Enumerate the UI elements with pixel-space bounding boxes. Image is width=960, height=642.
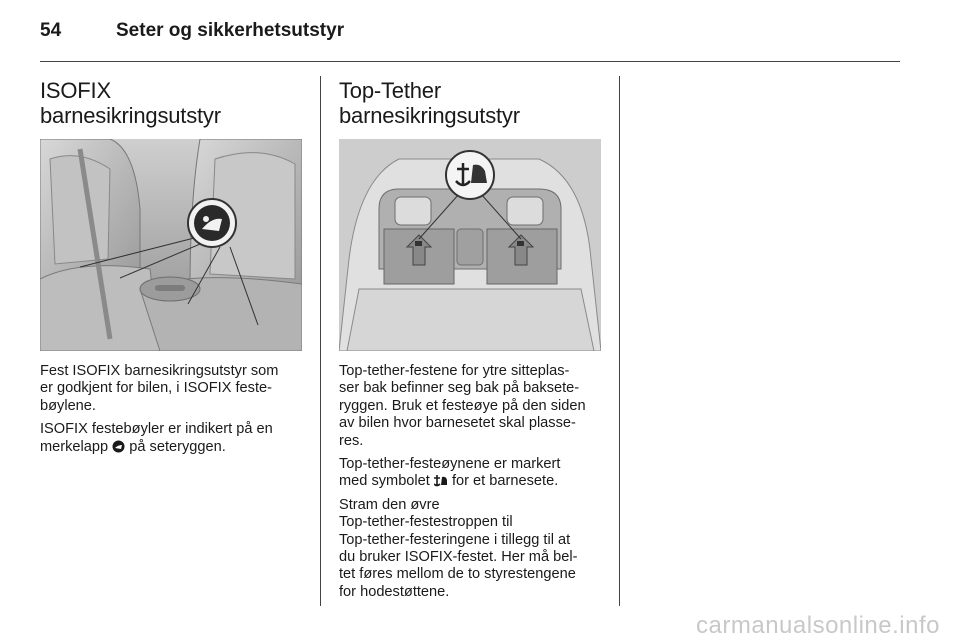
heading-line: barnesikringsutstyr bbox=[40, 103, 221, 128]
text-fragment: på seteryggen. bbox=[129, 438, 226, 455]
text-line: er godkjent for bilen, i ISOFIX feste- bbox=[40, 380, 272, 397]
text-line: Stram den øvre bbox=[339, 496, 440, 513]
column-divider bbox=[320, 76, 321, 606]
text-line: tet føres mellom de to styrestengene bbox=[339, 566, 576, 583]
text-line: Fest ISOFIX barnesikringsutstyr som bbox=[40, 363, 279, 379]
text-line: ser bak befinner seg bak på baksete- bbox=[339, 380, 580, 397]
text-line: Top-tether-festestroppen til bbox=[339, 514, 513, 531]
watermark: carmanualsonline.info bbox=[696, 612, 940, 639]
heading-line: barnesikringsutstyr bbox=[339, 103, 520, 128]
text-line: ISOFIX festebøyler er indikert på en bbox=[40, 421, 273, 438]
paragraph bbox=[40, 421, 312, 456]
text-line: ryggen. Bruk et festeøye på den siden bbox=[339, 397, 586, 414]
top-tether-section bbox=[339, 78, 611, 607]
isofix-symbol-icon bbox=[188, 199, 236, 247]
heading-line: Top-Tether bbox=[339, 78, 441, 103]
top-tether-illustration bbox=[339, 139, 601, 351]
text-fragment: for et barnesete. bbox=[451, 473, 559, 490]
heading-line: ISOFIX bbox=[40, 78, 111, 103]
top-tether-symbol-icon bbox=[434, 474, 448, 487]
paragraph bbox=[40, 363, 312, 415]
top-tether-anchor-icon bbox=[446, 151, 494, 199]
top-tether-text bbox=[339, 363, 611, 601]
text-line: for hodestøttene. bbox=[339, 583, 450, 600]
text-line: du bruker ISOFIX-festet. Her må bel- bbox=[339, 549, 578, 566]
chapter-title: Seter og sikkerhetsutstyr bbox=[116, 20, 345, 41]
section-heading bbox=[40, 78, 312, 128]
paragraph bbox=[339, 363, 611, 450]
section-heading bbox=[339, 78, 611, 128]
text-line: av bilen hvor barnesetet skal plasse- bbox=[339, 415, 576, 432]
text-line: Top-tether-festeøynene er markert bbox=[339, 456, 561, 473]
column-divider bbox=[619, 76, 620, 606]
text-line: Top-tether-festeringene i tillegg til at bbox=[339, 531, 571, 548]
isofix-section bbox=[40, 78, 312, 462]
header-rule bbox=[40, 61, 900, 62]
paragraph bbox=[339, 456, 611, 491]
isofix-illustration bbox=[40, 139, 302, 351]
isofix-text bbox=[40, 363, 312, 456]
paragraph bbox=[339, 497, 611, 601]
text-line: res. bbox=[339, 432, 364, 449]
text-line: bøylene. bbox=[40, 397, 96, 414]
isofix-label-icon bbox=[112, 440, 125, 453]
page-number: 54 bbox=[40, 20, 62, 41]
page-header bbox=[40, 20, 344, 42]
text-line bbox=[40, 439, 312, 456]
text-fragment: med symbolet bbox=[339, 473, 430, 490]
text-line bbox=[339, 473, 611, 490]
text-fragment: merkelapp bbox=[40, 438, 109, 455]
text-line: Top-tether-festene for ytre sitteplas- bbox=[339, 363, 570, 379]
